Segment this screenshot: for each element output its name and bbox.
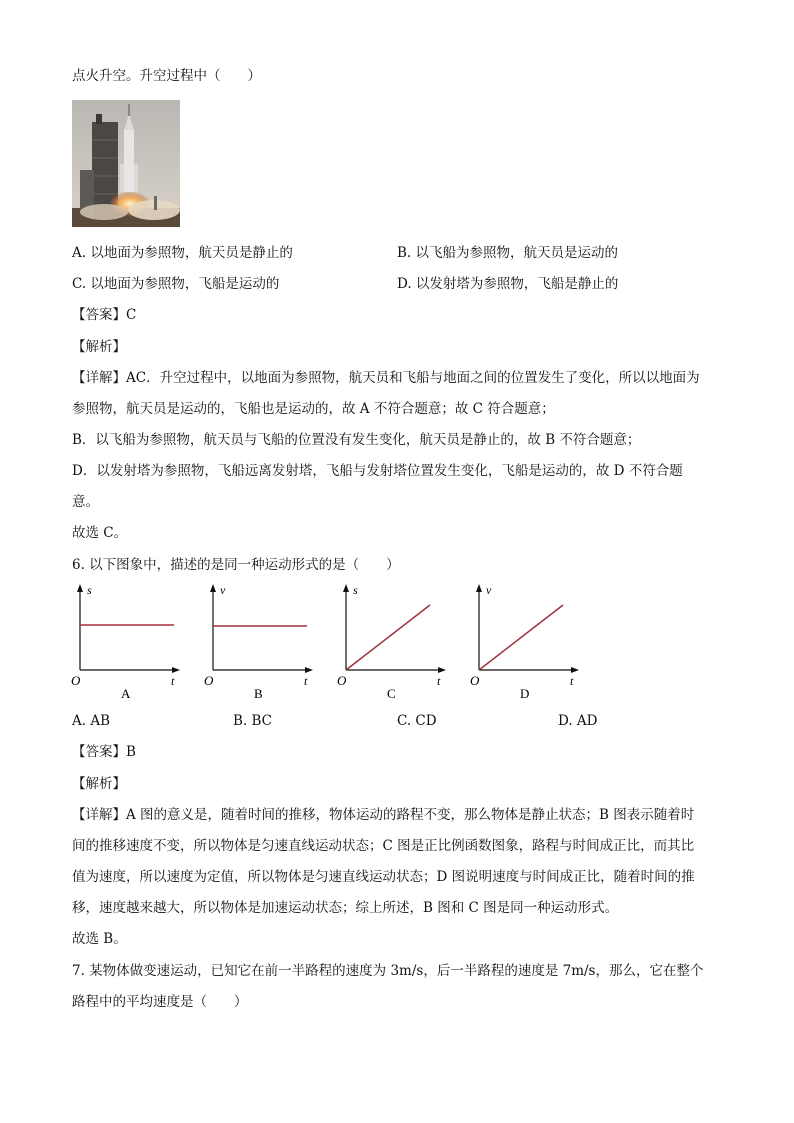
q5-detail-line: 【详解】AC．升空过程中，以地面为参照物，航天员和飞船与地面之间的位置发生了变化，所以以地面为 (72, 370, 700, 386)
x-axis-label: t (304, 674, 308, 688)
q5-answer: 【答案】C (72, 307, 137, 323)
y-axis-label: s (353, 583, 358, 597)
q6-option-b: B. BC (233, 713, 273, 729)
x-axis-label: t (171, 674, 175, 688)
y-axis-label: v (486, 583, 492, 597)
q6-detail-line: 值为速度，所以速度为定值，所以物体是匀速直线运动状态；D 图说明速度与时间成正比，随着时间的推 (72, 869, 695, 885)
origin-label: O (470, 673, 480, 688)
q6-detail-line: 间的推移速度不变，所以物体是匀速直线运动状态；C 图是正比例函数图象，路程与时间成正比，而其比 (72, 838, 695, 854)
x-axis-arrow (172, 667, 180, 673)
graph-caption: D (520, 686, 530, 701)
origin-label: O (71, 673, 81, 688)
q5-detail-line: 意。 (72, 494, 99, 510)
graph-b (201, 582, 316, 702)
y-axis-label: s (87, 583, 92, 597)
q5-detail-line: B．以飞船为参照物，航天员与飞船的位置没有发生变化，航天员是静止的，故 B 不符合题意； (72, 432, 641, 448)
q5-stem-tail: 点火升空。升空过程中（ ） (72, 68, 261, 84)
q6-stem: 6. 以下图象中，描述的是同一种运动形式的是（ ） (72, 557, 400, 573)
x-axis-label: t (437, 674, 441, 688)
graph-caption: A (121, 686, 131, 701)
q6-option-a: A. AB (72, 713, 111, 729)
q5-detail-line: D．以发射塔为参照物，飞船远离发射塔，飞船与发射塔位置发生变化，飞船是运动的，故 D 不符合题 (72, 463, 683, 479)
q6-option-d: D. AD (558, 713, 598, 729)
y-axis-arrow (77, 584, 83, 592)
q5-detail-line: 参照物，航天员是运动的，飞船也是运动的，故 A 不符合题意；故 C 符合题意； (72, 401, 555, 417)
rocket-launch-photo (72, 100, 180, 227)
q6-choose: 故选 B。 (72, 931, 127, 947)
x-axis-arrow (571, 667, 579, 673)
q5-option-b: B. 以飞船为参照物，航天员是运动的 (397, 245, 619, 261)
graph-caption: C (387, 686, 396, 701)
origin-label: O (204, 673, 214, 688)
graph-c (334, 582, 449, 702)
q5-choose: 故选 C。 (72, 525, 128, 541)
q7-stem-line: 路程中的平均速度是（ ） (72, 994, 248, 1010)
graph-line (479, 605, 563, 670)
x-axis-arrow (438, 667, 446, 673)
y-axis-arrow (476, 584, 482, 592)
graph-a (68, 582, 183, 702)
y-axis-arrow (210, 584, 216, 592)
x-axis-arrow (305, 667, 313, 673)
q5-option-a: A. 以地面为参照物，航天员是静止的 (72, 245, 293, 261)
graph-caption: B (254, 686, 263, 701)
y-axis-label: v (220, 583, 226, 597)
x-axis-label: t (570, 674, 574, 688)
y-axis-arrow (343, 584, 349, 592)
origin-label: O (337, 673, 347, 688)
q6-analysis-title: 【解析】 (72, 776, 126, 792)
q5-option-d: D. 以发射塔为参照物，飞船是静止的 (397, 276, 619, 292)
q5-option-c: C. 以地面为参照物，飞船是运动的 (72, 276, 280, 292)
q7-stem-line: 7. 某物体做变速运动，已知它在前一半路程的速度为 3m/s，后一半路程的速度是 7m/s，那么，它在整个 (72, 963, 704, 979)
q6-option-c: C. CD (397, 713, 437, 729)
graph-d (467, 582, 582, 702)
q6-answer: 【答案】B (72, 744, 136, 760)
q5-analysis-title: 【解析】 (72, 339, 126, 355)
q6-detail-line: 【详解】A 图的意义是，随着时间的推移，物体运动的路程不变，那么物体是静止状态；B 图表示随着时 (72, 807, 695, 823)
q6-detail-line: 移，速度越来越大，所以物体是加速运动状态；综上所述，B 图和 C 图是同一种运动形式。 (72, 900, 619, 916)
graph-line (346, 605, 430, 670)
